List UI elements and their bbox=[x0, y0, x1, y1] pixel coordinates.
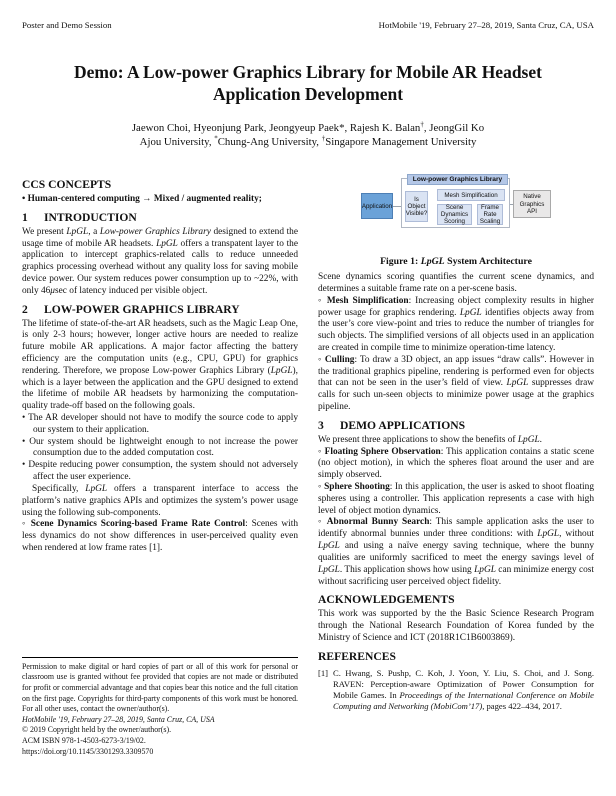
ccs-heading: CCS CONCEPTS bbox=[22, 178, 112, 192]
mesh-simplification-box: Mesh Simplification bbox=[437, 189, 505, 201]
demo-intro-paragraph: We present three applications to show the benefits of LpGL. bbox=[318, 434, 542, 445]
running-header-right: HotMobile '19, February 27–28, 2019, Santa Cruz, CA, USA bbox=[378, 20, 594, 30]
section-1-number: 1 bbox=[22, 210, 28, 224]
application-box: Application bbox=[361, 193, 393, 219]
demo-item-floating-sphere: ◦ Floating Sphere Observation: This application contains a static scene (no object motion), in which the spheres float around the user and are simply observed. bbox=[318, 446, 594, 481]
acknowledgements-paragraph: This work was supported by the the Basic Science Research Program through the National Research Foundation of Korea funded by the Ministry of Science and ICT (2018R1C1B6003869). bbox=[318, 609, 594, 643]
library-header-box: Low-power Graphics Library bbox=[407, 174, 508, 185]
running-header-left: Poster and Demo Session bbox=[22, 20, 112, 30]
subcomponent-culling: ◦ Culling: To draw a 3D object, an app issues “draw calls”. However in the traditional graphics pipeline, rendering is performed even for objects that can not be seen in the user’s field of view. LpGL suppresses draw calls for such un-seen objects to minimize power usage at the graphics pipeline. bbox=[318, 354, 594, 413]
reference-1 bbox=[318, 668, 594, 713]
section-2-heading bbox=[22, 303, 298, 317]
goal-bullet-2: • Our system should be lightweight enough to not increase the power consumption due to the added computation cost. bbox=[22, 436, 298, 459]
lpgl-paragraph-2: Specifically, LpGL offers a transparent interface to access the platform’s native graphics APIs and optimizes the system’s power usage using the following sub-components. bbox=[22, 483, 298, 518]
demo-item-abnormal-bunny: ◦ Abnormal Bunny Search: This sample application asks the user to identify abnormal bunnies under three conditions: with LpGL, without LpGL and using a naïve energy saving technique, where the bunny qualities are uniformly sacrificed to meet the energy savings level of LpGL. This application shows how using LpGL can minimize energy cost without sacrificing user perceived object fidelity. bbox=[318, 517, 595, 587]
is-object-visible-box: Is Object Visible? bbox=[405, 191, 428, 222]
section-1-heading bbox=[22, 211, 298, 225]
reference-1-text: C. Hwang, S. Pushp, C. Koh, J. Yoon, Y. Liu, S. Choi, and J. Song. RAVEN: Perception-aware Optimization of Power Consumption for Mobile Games. In Proceedings of the International Conference on Mobile Computing and Networking (MobiCom’17), pages 422–434, 2017. bbox=[333, 667, 594, 712]
figure-1 bbox=[318, 175, 594, 249]
section-3-title: DEMO APPLICATIONS bbox=[340, 418, 466, 432]
demo-item-sphere-shooting: ◦ Sphere Shooting: In this application, the user is asked to shoot floating spheres using a controller. This application represents a case with high level of object motion dynamics. bbox=[318, 482, 594, 516]
paper-title: Demo: A Low-power Graphics Library for Mobile AR Headset Application Development bbox=[74, 61, 542, 105]
left-column bbox=[22, 173, 298, 757]
right-column bbox=[318, 173, 594, 757]
section-2-title: LOW-POWER GRAPHICS LIBRARY bbox=[44, 302, 240, 316]
affiliations-line: Ajou University, *Chung-Ang University, †Singapore Management University bbox=[139, 134, 477, 149]
section-3-heading bbox=[318, 419, 594, 433]
subcomponent-mesh-simplification: ◦ Mesh Simplification: Increasing object complexity results in higher power usage for graphics rendering. LpGL identifies objects away from the user’s core view-point and tries to reduce the number of triangles for such objects. The simplified versions of all objects used in an application are created in compile time to minimize operation-time latency. bbox=[318, 295, 594, 353]
intro-paragraph: We present LpGL, a Low-power Graphics Library designed to extend the usage time of mobile AR headsets. LpGL offers a transpatent layer to the application to intercept graphics-related calls to reduce unneeded graphics processing overhead without any quality loss for saving mobile device power. Our system reduces power consumption up to ~22%, with only 46μsec of latency induced per visible object. bbox=[22, 226, 298, 296]
section-2-number: 2 bbox=[22, 302, 28, 316]
frame-rate-scaling-box: Frame Rate Scaling bbox=[477, 204, 503, 225]
native-graphics-api-box: Native Graphics API bbox=[513, 190, 551, 218]
doi-link[interactable]: https://doi.org/10.1145/3301293.3309570 bbox=[22, 746, 154, 756]
copyright-footnote bbox=[22, 657, 298, 757]
figure-1-caption: Figure 1: LpGL System Architecture bbox=[380, 256, 532, 268]
references-heading: REFERENCES bbox=[318, 649, 396, 663]
ccs-text: • Human-centered computing → Mixed / augmented reality; bbox=[22, 194, 262, 205]
two-column-body bbox=[22, 173, 594, 757]
authors-line: Jaewon Choi, Hyeonjung Park, Jeongyeup Paek*, Rajesh K. Balan†, JeongGil Ko bbox=[131, 120, 485, 135]
footnote-isbn: ACM ISBN 978-1-4503-6273-3/19/02. bbox=[22, 735, 146, 745]
goal-bullet-1: • The AR developer should not have to modify the source code to apply our system to their application. bbox=[22, 413, 298, 435]
permission-text: Permission to make digital or hard copies of part or all of this work for personal or classroom use is granted without fee provided that copies are not made or distributed for profit or commercial advantage and that copies bear this notice and the full citation on the first page. Copyrights for third-party components of this work must be honored. For all other uses, contact the owner/author(s). bbox=[22, 661, 298, 714]
scene-dynamics-scoring-box: Scene Dynamics Scoring bbox=[437, 204, 472, 225]
section-3-number: 3 bbox=[318, 418, 324, 432]
acknowledgements-heading: ACKNOWLEDGEMENTS bbox=[318, 593, 455, 607]
goal-bullet-3: • Despite reducing power consumption, the system should not adversely affect the user experience. bbox=[22, 460, 298, 483]
footnote-venue: HotMobile '19, February 27–28, 2019, Santa Cruz, CA, USA bbox=[22, 714, 215, 724]
section-1-title: INTRODUCTION bbox=[44, 210, 137, 224]
frame-rate-continuation: Scene dynamics scoring quantifies the current scene dynamics, and determines a suitable frame rate on a per-scene basis. bbox=[318, 272, 594, 294]
lpgl-paragraph-1: The lifetime of state-of-the-art AR headsets, such as the Magic Leap One, is only 2-3 hours; however, longer active hours are needed to realize future mobile AR applications. A major factor affecting the battery efficiency are the computation units (e.g., CPU, GPU) for graphics rendering. Therefore, we propose Low-power Graphics Library (LpGL), which is a layer between the application and the GPU designed to extend the lifetime of mobile AR headsets by harmonizing the computation-quality trade-off based on the following goals. bbox=[22, 318, 298, 412]
running-header bbox=[22, 20, 594, 31]
reference-1-label: [1] bbox=[318, 667, 329, 678]
subcomponent-frame-rate-control: ◦ Scene Dynamics Scoring-based Frame Rate Control: Scenes with less dynamics do not show differences in user-perceived quality even when rendered at low frame rates [1]. bbox=[22, 519, 298, 553]
footnote-copyright: © 2019 Copyright held by the owner/author(s). bbox=[22, 725, 172, 735]
